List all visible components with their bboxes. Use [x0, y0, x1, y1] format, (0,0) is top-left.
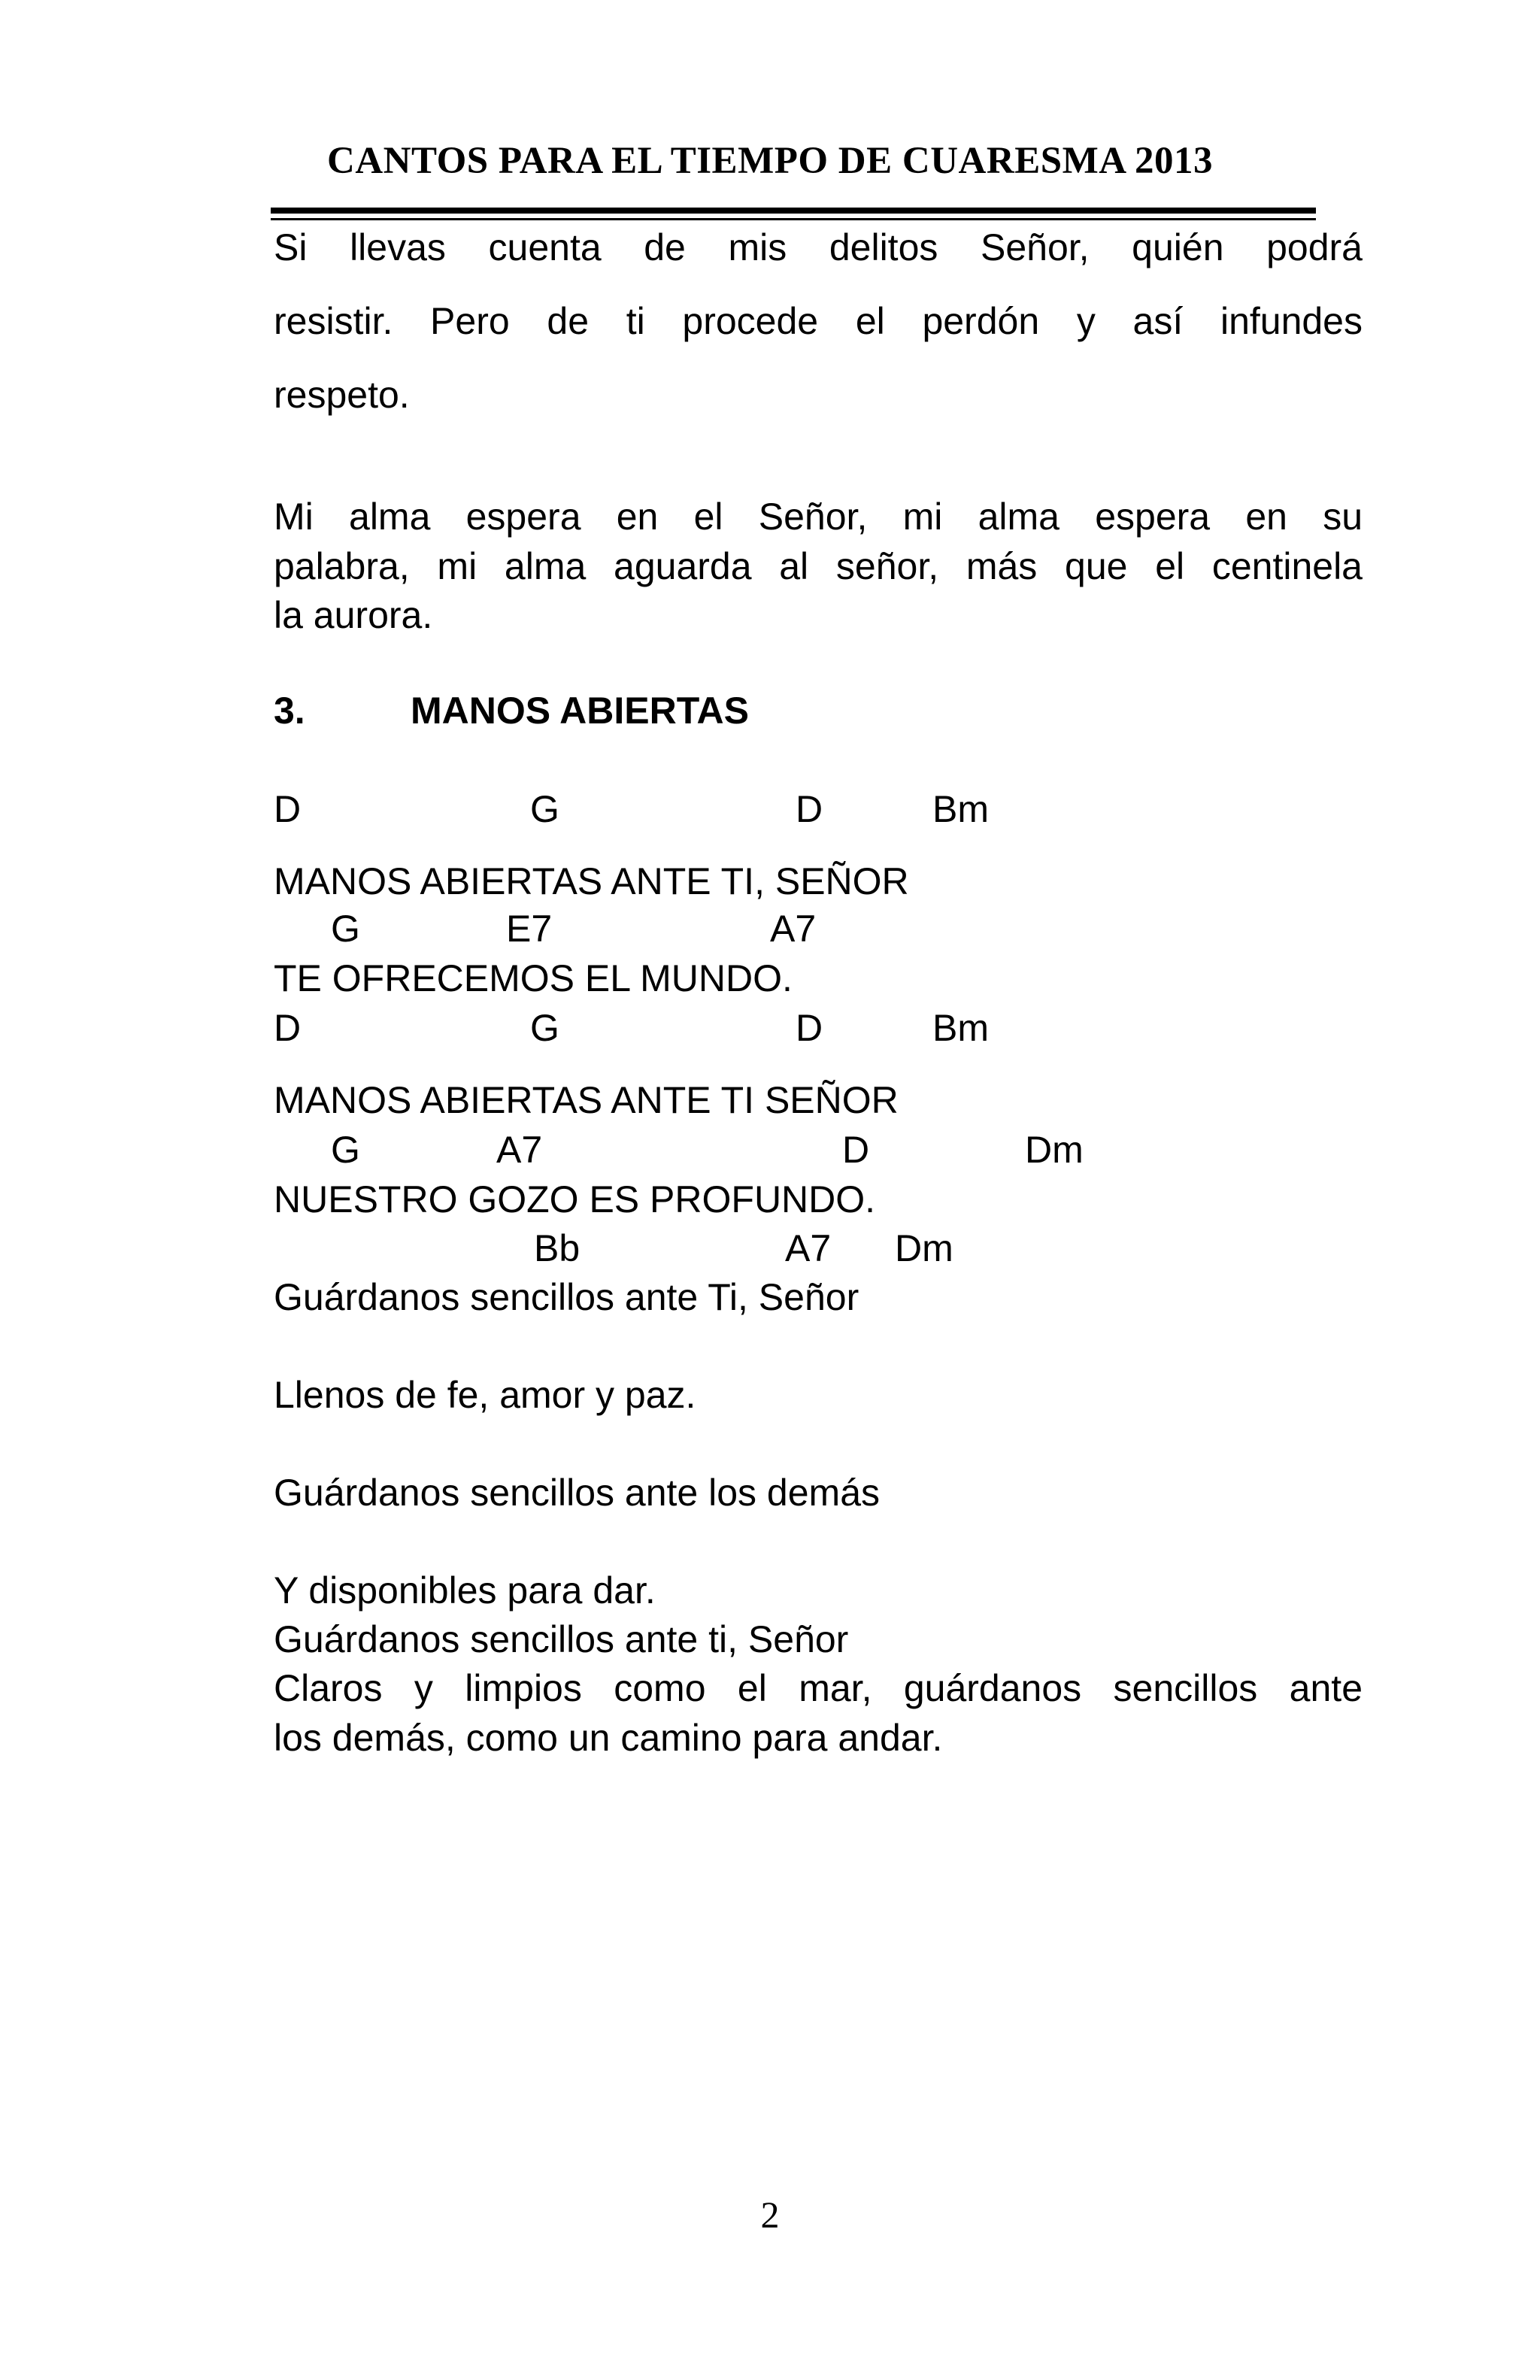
- page-number: 2: [760, 2194, 780, 2236]
- header-rule-thick: [271, 208, 1316, 214]
- lyric-line: Y disponibles para dar.: [274, 1569, 656, 1611]
- chord: D: [274, 788, 302, 830]
- chord: Bm: [932, 1007, 989, 1049]
- chord: Bb: [534, 1227, 581, 1269]
- lyric-line: Llenos de fe, amor y paz.: [274, 1374, 696, 1416]
- lyric-line: NUESTRO GOZO ES PROFUNDO.: [274, 1178, 876, 1220]
- chord: Bm: [932, 788, 989, 830]
- page-title: CANTOS PARA EL TIEMPO DE CUARESMA 2013: [326, 140, 1213, 182]
- lyric-line: Claros y limpios como el mar, guárdanos sencillos ante: [274, 1667, 1363, 1709]
- lyric-line: los demás, como un camino para andar.: [274, 1717, 943, 1759]
- refrain-line: la aurora.: [274, 594, 433, 636]
- chord: E7: [506, 908, 553, 950]
- chord: Dm: [1025, 1129, 1084, 1171]
- chord: A7: [770, 908, 817, 950]
- chord: D: [274, 1007, 302, 1049]
- chord: G: [530, 1007, 559, 1049]
- chord: D: [842, 1129, 870, 1171]
- lyric-line: Guárdanos sencillos ante Ti, Señor: [274, 1276, 859, 1318]
- song-number: 3.: [274, 690, 305, 732]
- lyric-line: MANOS ABIERTAS ANTE TI, SEÑOR: [274, 860, 909, 902]
- refrain-line: Mi alma espera en el Señor, mi alma espera en su: [274, 496, 1363, 538]
- verse-line: respeto.: [274, 374, 410, 416]
- chord: Dm: [895, 1227, 953, 1269]
- header-rule-thin: [271, 218, 1316, 220]
- chord: G: [331, 908, 360, 950]
- chord: G: [331, 1129, 360, 1171]
- lyric-line: TE OFRECEMOS EL MUNDO.: [274, 957, 793, 999]
- chord: D: [796, 1007, 823, 1049]
- lyric-line: MANOS ABIERTAS ANTE TI SEÑOR: [274, 1079, 899, 1121]
- lyric-line: Guárdanos sencillos ante ti, Señor: [274, 1618, 849, 1660]
- chord: G: [530, 788, 559, 830]
- chord: D: [796, 788, 823, 830]
- lyric-line: Guárdanos sencillos ante los demás: [274, 1472, 881, 1514]
- chord: A7: [496, 1129, 543, 1171]
- song-title: MANOS ABIERTAS: [411, 690, 749, 732]
- verse-line: Si llevas cuenta de mis delitos Señor, quién podrá: [274, 226, 1363, 268]
- verse-line: resistir. Pero de ti procede el perdón y así infundes: [274, 300, 1363, 342]
- refrain-line: palabra, mi alma aguarda al señor, más que el centinela: [274, 545, 1363, 587]
- chord: A7: [785, 1227, 832, 1269]
